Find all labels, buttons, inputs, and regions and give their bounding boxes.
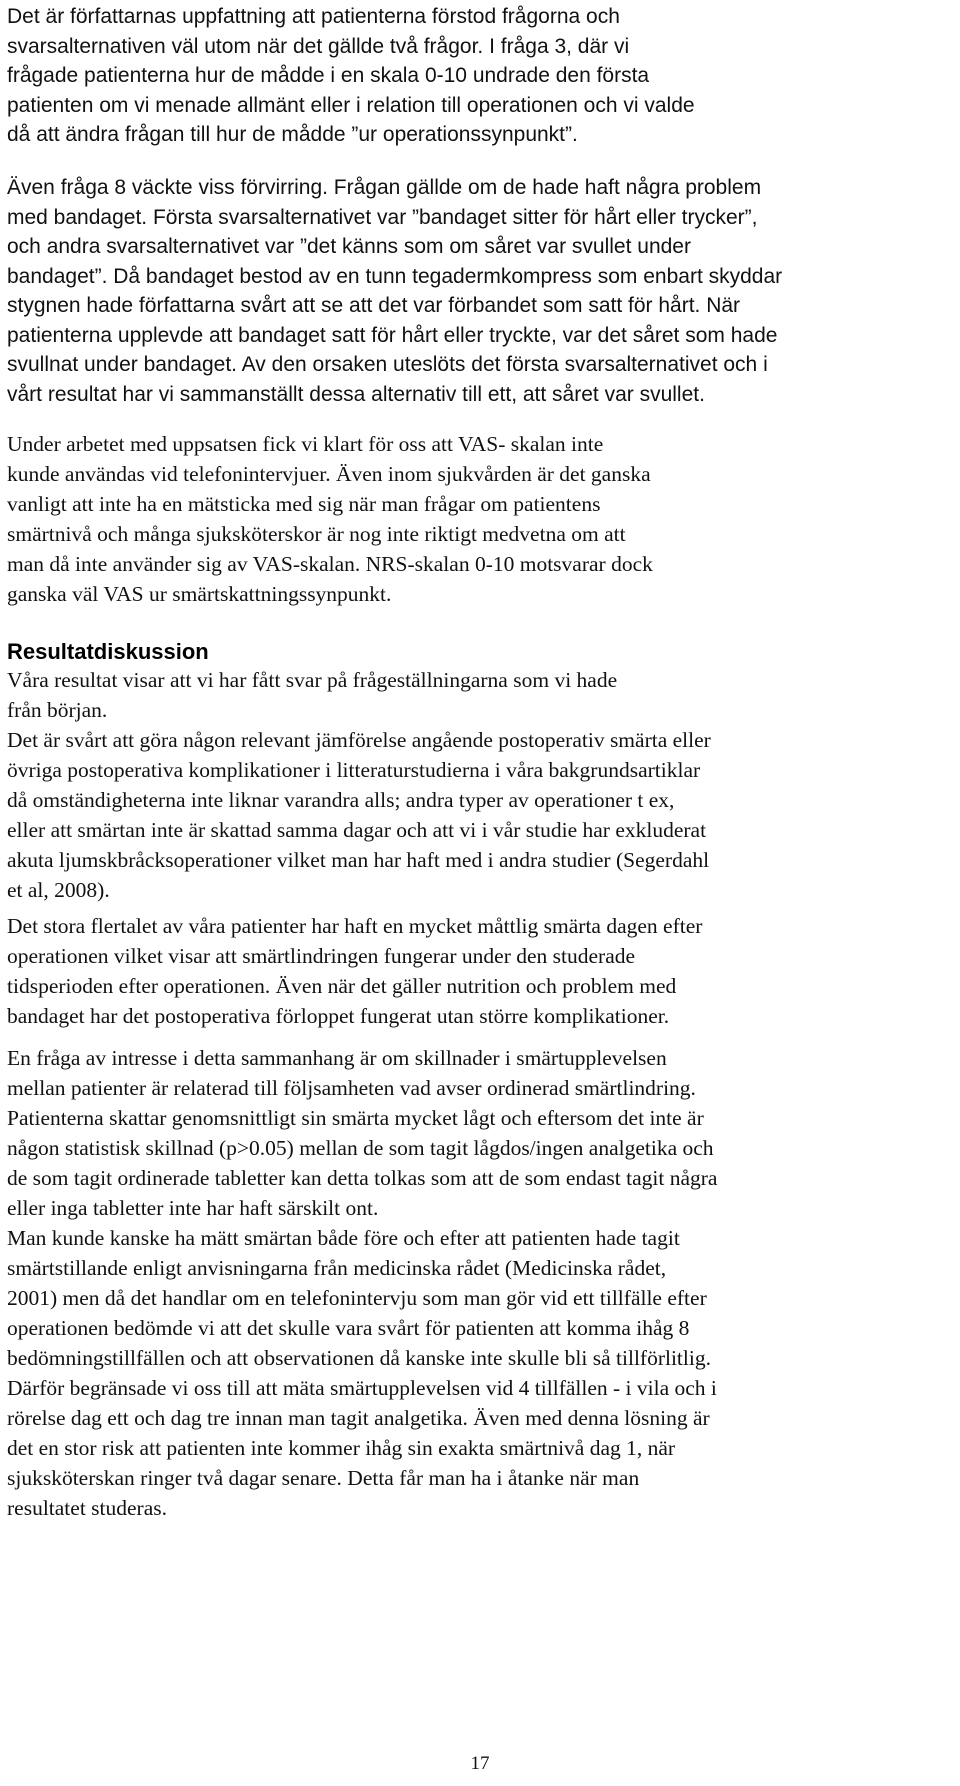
text-line: vanligt att inte ha en mätsticka med sig när man frågar om patientens: [7, 492, 601, 516]
text-line: tidsperioden efter operationen. Även när det gäller nutrition och problem med: [7, 974, 677, 998]
text-line: kunde användas vid telefonintervjuer. Även inom sjukvården är det ganska: [7, 462, 651, 486]
text-line: frågade patienterna hur de mådde i en skala 0-10 undrade den första: [7, 64, 650, 87]
paragraph-vas-scale: [7, 429, 953, 609]
text-line: bedömningstillfällen och att observationen då kanske inte skulle bli så tillförlitlig.: [7, 1346, 711, 1370]
text-line: stygnen hade författarna svårt att se att det var förbandet som satt för hårt. När: [7, 294, 741, 317]
text-line: patienten om vi menade allmänt eller i relation till operationen och vi valde: [7, 93, 695, 117]
text-line: Därför begränsade vi oss till att mäta smärtupplevelsen vid 4 tillfällen - i vila och i: [7, 1376, 717, 1400]
section-heading: Resultatdiskussion: [7, 639, 209, 664]
text-line: Det stora flertalet av våra patienter har haft en mycket måttlig smärta dagen efter: [7, 914, 703, 938]
text-line: sjuksköterskan ringer två dagar senare. Detta får man ha i åtanke när man: [7, 1466, 640, 1490]
text-line: ganska väl VAS ur smärtskattningssynpunkt.: [7, 582, 392, 606]
text-line: eller att smärtan inte är skattad samma dagar och att vi i vår studie har exkluderat: [7, 818, 707, 842]
text-line: Patienterna skattar genomsnittligt sin smärta mycket lågt och eftersom det inte är: [7, 1106, 704, 1130]
text-line: operationen bedömde vi att det skulle vara svårt för patienten att komma ihåg 8: [7, 1316, 690, 1340]
text-line: från början.: [7, 698, 108, 722]
text-line: de som tagit ordinerade tabletter kan detta tolkas som att de som endast tagit några: [7, 1166, 718, 1190]
text-line: någon statistisk skillnad (p>0.05) mellan de som tagit lågdos/ingen analgetika och: [7, 1136, 714, 1160]
text-line: svullnat under bandaget. Av den orsaken uteslöts det första svarsalternativet och i: [7, 353, 768, 376]
text-line: bandaget”. Då bandaget bestod av en tunn tegadermkompress som enbart skyddar: [7, 264, 783, 288]
text-line: då omständigheterna inte liknar varandra alls; andra typer av operationer t ex,: [7, 788, 675, 812]
text-line: patienterna upplevde att bandaget satt för hårt eller tryckte, var det såret som hade: [7, 323, 778, 347]
paragraph-pain-differences: [7, 1043, 953, 1523]
text-line: man då inte använder sig av VAS-skalan. NRS-skalan 0-10 motsvarar dock: [7, 552, 653, 576]
text-line: mellan patienter är relaterad till följsamheten vad avser ordinerad smärtlindring.: [7, 1076, 696, 1100]
text-line: Man kunde kanske ha mätt smärtan både före och efter att patienten hade tagit: [7, 1226, 680, 1250]
text-line: operationen vilket visar att smärtlindringen fungerar under den studerade: [7, 944, 636, 968]
paragraph-question-8: [7, 173, 953, 409]
text-line: Även fråga 8 väckte viss förvirring. Frågan gällde om de hade haft några problem: [7, 176, 762, 199]
text-line: Under arbetet med uppsatsen fick vi klart för oss att VAS- skalan inte: [7, 432, 604, 456]
text-line: med bandaget. Första svarsalternativet var ”bandaget sitter för hårt eller trycker”,: [7, 205, 758, 229]
text-line: et al, 2008).: [7, 878, 110, 902]
text-line: En fråga av intresse i detta sammanhang är om skillnader i smärtupplevelsen: [7, 1046, 667, 1070]
text-line: smärtstillande enligt anvisningarna från medicinska rådet (Medicinska rådet,: [7, 1256, 667, 1280]
paragraph-questionnaire-understanding: [7, 2, 953, 150]
text-line: resultatet studeras.: [7, 1496, 168, 1520]
text-line: svarsalternativen väl utom när det gällde två frågor. I fråga 3, där vi: [7, 34, 630, 58]
paragraph-results-intro: [7, 665, 953, 905]
text-line: akuta ljumskbråcksoperationer vilket man har haft med i andra studier (Segerdahl: [7, 848, 710, 872]
text-line: det en stor risk att patienten inte kommer ihåg sin exakta smärtnivå dag 1, när: [7, 1436, 676, 1460]
text-line: Det är svårt att göra någon relevant jämförelse angående postoperativ smärta eller: [7, 728, 711, 752]
text-line: då att ändra frågan till hur de mådde ”ur operationssynpunkt”.: [7, 123, 578, 146]
paragraph-moderate-pain: [7, 911, 953, 1031]
text-line: övriga postoperativa komplikationer i litteraturstudierna i våra bakgrundsartiklar: [7, 758, 701, 782]
text-line: och andra svarsalternativet var ”det känns som om såret var svullet under: [7, 235, 691, 258]
page-number: 17: [470, 1753, 490, 1774]
text-line: bandaget har det postoperativa förloppet fungerat utan större komplikationer.: [7, 1004, 670, 1028]
text-line: Det är författarnas uppfattning att patienterna förstod frågorna och: [7, 5, 620, 28]
text-line: vårt resultat har vi sammanställt dessa alternativ till ett, att såret var svullet.: [7, 382, 705, 406]
text-line: Våra resultat visar att vi har fått svar på frågeställningarna som vi hade: [7, 668, 618, 692]
text-line: 2001) men då det handlar om en telefonintervju som man gör vid ett tillfälle efter: [7, 1286, 707, 1310]
text-line: eller inga tabletter inte har haft särskilt ont.: [7, 1196, 379, 1220]
text-line: smärtnivå och många sjuksköterskor är nog inte riktigt medvetna om att: [7, 522, 626, 546]
text-line: rörelse dag ett och dag tre innan man tagit analgetika. Även med denna lösning är: [7, 1406, 710, 1430]
